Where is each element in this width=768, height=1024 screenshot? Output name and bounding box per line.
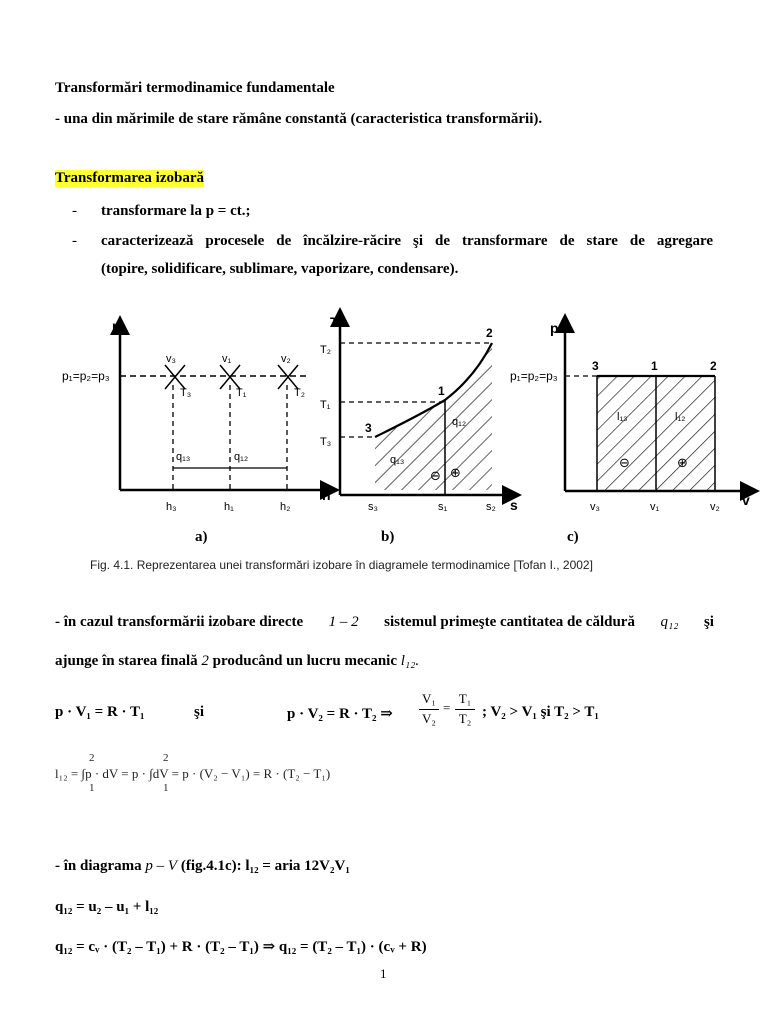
para-text: sistemul primeşte cantitatea de căldură bbox=[384, 614, 635, 630]
c-sign: ⊖ bbox=[619, 455, 630, 470]
para-text: producând un lucru mecanic bbox=[212, 653, 397, 669]
para-heat-symbol: q₁₂ bbox=[660, 614, 679, 630]
c-v-tick: v₃ bbox=[590, 501, 600, 513]
integral-equation: l₁₂ = ∫p · dV = p · ∫dV = p · (V₂ − V₁) = R · (T₂ − T₁) bbox=[55, 766, 331, 781]
panel-a-diagram bbox=[62, 318, 331, 513]
a-q-label: q₁₃ bbox=[176, 451, 191, 463]
c-v-tick: v₂ bbox=[710, 501, 720, 513]
c-l-label: l₁₃ bbox=[617, 411, 628, 423]
c-point: 1 bbox=[651, 359, 658, 373]
panel-c-diagram bbox=[510, 320, 750, 513]
a-t-label: T₂ bbox=[294, 387, 305, 399]
panel-label-a: a) bbox=[195, 529, 208, 545]
bullet-item: caracterizează procesele de încălzire-răcire şi de transformare de stare de agregare bbox=[101, 233, 713, 249]
b-y-label: T bbox=[330, 314, 339, 330]
eq-state-2: p · V₂ = R · T₂ ⇒ bbox=[287, 706, 393, 722]
a-h-tick: h₂ bbox=[280, 501, 291, 513]
frac2-num: T₁ bbox=[458, 691, 472, 706]
b-sign: ⊕ bbox=[450, 465, 461, 480]
eq-state-1: p · V₁ = R · T₁ bbox=[55, 704, 145, 720]
b-s-tick: s₂ bbox=[486, 501, 496, 513]
integral-upper: 2 bbox=[163, 752, 169, 764]
frac1-den: V₂ bbox=[422, 711, 436, 726]
a-x-label: h bbox=[322, 487, 331, 503]
eq-text: - în diagrama bbox=[55, 858, 142, 874]
frac1-bar bbox=[419, 709, 439, 710]
panel-b-diagram bbox=[320, 314, 518, 513]
b-s-tick: s₁ bbox=[438, 501, 448, 513]
panel-label-c: c) bbox=[567, 529, 579, 545]
paragraph-line-1 bbox=[55, 614, 714, 631]
eq-text: (fig.4.1c): l₁₂ = aria 12V₂V₁ bbox=[180, 858, 350, 874]
integral-upper: 2 bbox=[89, 752, 95, 764]
b-x-label: s bbox=[510, 497, 518, 513]
eq-conjunction: şi bbox=[194, 704, 205, 720]
c-y-label: p bbox=[550, 320, 559, 336]
c-sign: ⊕ bbox=[677, 455, 688, 470]
a-t-label: T₃ bbox=[180, 387, 192, 399]
frac2-den: T₂ bbox=[458, 711, 472, 726]
a-q-label: q₁₂ bbox=[234, 451, 249, 463]
para-text: şi bbox=[703, 614, 714, 630]
b-point: 3 bbox=[365, 421, 372, 435]
b-t-tick: T₃ bbox=[320, 436, 332, 448]
bullet-marker: - bbox=[72, 233, 77, 249]
panel-label-b: b) bbox=[381, 529, 395, 545]
b-point: 1 bbox=[438, 384, 445, 398]
para-process: 1 – 2 bbox=[328, 614, 359, 630]
page-number: 1 bbox=[380, 966, 387, 981]
b-point: 2 bbox=[486, 326, 493, 340]
frac1-num: V₁ bbox=[422, 691, 436, 706]
c-p-label: p₁=p₂=p₃ bbox=[510, 369, 558, 383]
c-point: 3 bbox=[592, 359, 599, 373]
a-h-tick: h₃ bbox=[166, 501, 177, 513]
eq-heat-result: q₁₂ = cᵥ · (T₂ – T₁) + R · (T₂ – T₁) ⇒ q₁₂ = (T₂ – T₁) · (cᵥ + R) bbox=[55, 939, 427, 955]
a-v-label: v₂ bbox=[281, 353, 291, 365]
a-p-label: p₁=p₂=p₃ bbox=[62, 369, 110, 383]
c-point: 2 bbox=[710, 359, 717, 373]
integral-lower: 1 bbox=[89, 782, 95, 794]
thermo-figure bbox=[60, 305, 760, 535]
integral-lower: 1 bbox=[163, 782, 169, 794]
section-title: Transformarea izobară bbox=[55, 170, 204, 186]
paragraph-line-2 bbox=[55, 653, 419, 670]
bullet-marker: - bbox=[72, 203, 77, 219]
c-l-label: l₁₂ bbox=[675, 411, 686, 423]
frac-eq-sign: = bbox=[443, 700, 451, 715]
eq-diagram-area bbox=[55, 858, 350, 875]
a-y-label: p bbox=[112, 318, 121, 334]
para-text: ajunge în starea finală bbox=[55, 653, 198, 669]
para-state: 2 bbox=[201, 653, 209, 669]
b-t-tick: T₂ bbox=[320, 344, 331, 356]
a-v-label: v₁ bbox=[222, 353, 232, 365]
eq-inequalities: ; V₂ > V₁ şi T₂ > T₁ bbox=[482, 704, 599, 720]
para-work-symbol: l₁₂. bbox=[400, 653, 420, 669]
para-text: - în cazul transformării izobare directe bbox=[55, 614, 304, 630]
a-v-label: v₃ bbox=[166, 353, 176, 365]
c-v-tick: v₁ bbox=[650, 501, 660, 513]
frac2-bar bbox=[455, 709, 475, 710]
b-sign: ⊖ bbox=[430, 468, 441, 483]
b-q-label: q₁₃ bbox=[390, 454, 405, 466]
page-heading: Transformări termodinamice fundamentale bbox=[55, 80, 335, 96]
bullet-item-continuation: (topire, solidificare, sublimare, vaporizare, condensare). bbox=[101, 261, 459, 277]
eq-first-law: q₁₂ = u₂ – u₁ + l₁₂ bbox=[55, 899, 159, 915]
b-t-tick: T₁ bbox=[320, 399, 331, 411]
b-s-tick: s₃ bbox=[368, 501, 378, 513]
a-t-label: T₁ bbox=[236, 387, 247, 399]
intro-text: - una din mărimile de stare rămâne constantă (caracteristica transformării). bbox=[55, 111, 543, 127]
bullet-item: transformare la p = ct.; bbox=[101, 203, 251, 219]
eq-diagram-name: p – V bbox=[145, 858, 178, 874]
b-q-label: q₁₂ bbox=[452, 416, 467, 428]
a-h-tick: h₁ bbox=[224, 501, 234, 513]
c-x-label: v bbox=[742, 492, 750, 508]
figure-caption: Fig. 4.1. Reprezentarea unei transformări izobare în diagramele termodinamice [Tofan I., 2002] bbox=[90, 558, 593, 572]
